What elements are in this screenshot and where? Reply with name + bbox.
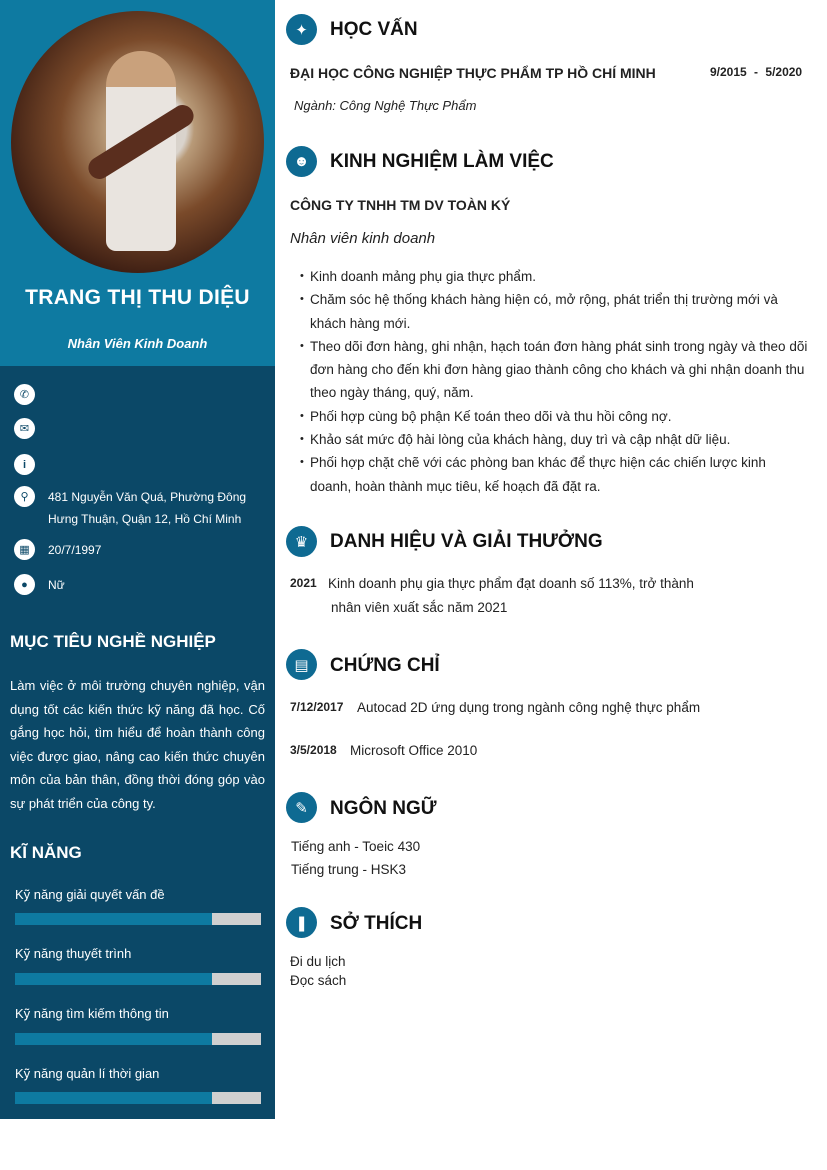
list-item: • Phối hợp cùng bộ phận Kế toán theo dõi và thu hồi công nợ. [300,405,810,428]
certificate-name: Autocad 2D ứng dụng trong ngành công nghệ thực phẩm [357,700,701,715]
award-text-cont: nhân viên xuất sắc năm 2021 [331,600,508,615]
objective-title: MỤC TIÊU NGHỀ NGHIỆP [10,632,216,651]
experience-title: KINH NGHIỆM LÀM VIỆC [330,151,554,172]
contact-gender [14,574,248,596]
certificate-name: Microsoft Office 2010 [350,743,478,758]
award-year: 2021 [290,576,317,590]
list-item: • Theo dõi đơn hàng, ghi nhận, hạch toán đơn hàng phát sinh trong ngày và theo dõi đơn hàng cho đến khi đơn hàng giao thành công cho khách và ghi nhận doanh thu theo ngày tháng, quý, năm. [300,335,810,405]
contact-birthday-text: 20/7/1997 [48,543,102,557]
certificate-date: 3/5/2018 [290,743,337,757]
award-text: Kinh doanh phụ gia thực phẩm đạt doanh số 113%, trở thành [328,576,694,591]
experience-company: CÔNG TY TNHH TM DV TOÀN KÝ [290,197,511,213]
lightbulb-icon: ✦ [286,14,317,45]
education-title: HỌC VẤN [330,19,418,40]
language-item: Tiếng anh - Toeic 430 [291,839,421,854]
bookmark-icon: ❚ [286,907,317,938]
email-icon: ✉ [14,418,35,439]
skill-label: Kỹ năng thuyết trình [15,946,132,961]
sidebar [0,0,275,1119]
calendar-icon: ▦ [14,539,35,560]
contact-info [14,454,248,475]
pencil-icon: ✎ [286,792,317,823]
skill-bar [15,973,261,985]
education-end: 5/2020 [765,65,803,79]
list-item: • Chăm sóc hệ thống khách hàng hiện có, mở rộng, phát triển thị trường mới và khách hàng mới. [300,288,810,335]
profile-role: Nhân Viên Kinh Doanh [67,336,208,351]
contact-address-text: 481 Nguyễn Văn Quá, Phường Đông Hưng Thuận, Quận 12, Hồ Chí Minh [48,490,247,526]
education-school: ĐẠI HỌC CÔNG NGHIỆP THỰC PHẨM TP HỒ CHÍ MINH [290,65,656,81]
info-icon: i [14,454,35,475]
list-item: • Phối hợp chặt chẽ với các phòng ban khác để thực hiện các chiến lược kinh doanh, hoàn thành mục tiêu, kế hoạch đã đặt ra. [300,451,810,498]
sidebar-header [0,0,275,366]
education-sep: - [754,65,759,79]
document-icon: ▤ [286,649,317,680]
list-item: • Khảo sát mức độ hài lòng của khách hàng, duy trì và cập nhật dữ liệu. [300,428,810,451]
skills-title: KĨ NĂNG [10,843,82,862]
hobbies-title: SỞ THÍCH [330,913,423,934]
contact-email [14,418,248,439]
user-icon: ● [14,574,35,595]
education-start: 9/2015 [710,65,747,79]
location-icon: ⚲ [14,486,35,507]
education-dates [710,65,802,79]
profile-name: TRANG THỊ THU DIỆU [25,286,250,309]
languages-title: NGÔN NGỮ [330,798,437,819]
skill-bar [15,1033,261,1045]
experience-duties [300,265,810,498]
skill-bar [15,1092,261,1104]
contact-gender-text: Nữ [48,578,65,592]
skill-label: Kỹ năng quản lí thời gian [15,1066,160,1081]
language-item: Tiếng trung - HSK3 [291,862,407,877]
objective-text: Làm việc ở môi trường chuyên nghiệp, vận dụng tốt các kiến thức kỹ năng đã học. Cố gắng học hỏi, tìm hiểu để hoàn thành công việc được giao, nâng cao kiến thức chuyên môn của bản thân, đồng thời đóng góp vào sự phát triển của công ty. [10,678,265,811]
skill-label: Kỹ năng tìm kiếm thông tin [15,1006,169,1021]
skill-label: Kỹ năng giải quyết vấn đề [15,887,165,902]
skill-bar [15,913,261,925]
trophy-icon: ♛ [286,526,317,557]
awards-title: DANH HIỆU VÀ GIẢI THƯỞNG [330,531,603,552]
education-major: Ngành: Công Nghệ Thực Phẩm [294,98,477,113]
contact-birthday [14,539,248,561]
phone-icon: ✆ [14,384,35,405]
certificates-title: CHỨNG CHỈ [330,655,440,676]
users-icon: ☻ [286,146,317,177]
certificate-date: 7/12/2017 [290,700,344,714]
experience-position: Nhân viên kinh doanh [290,230,436,247]
hobby-item: Đọc sách [290,973,347,988]
hobby-item: Đi du lịch [290,954,346,969]
contact-phone [14,384,248,405]
list-item: • Kinh doanh mảng phụ gia thực phẩm. [300,265,810,288]
avatar [11,11,264,273]
contact-address [14,486,248,530]
